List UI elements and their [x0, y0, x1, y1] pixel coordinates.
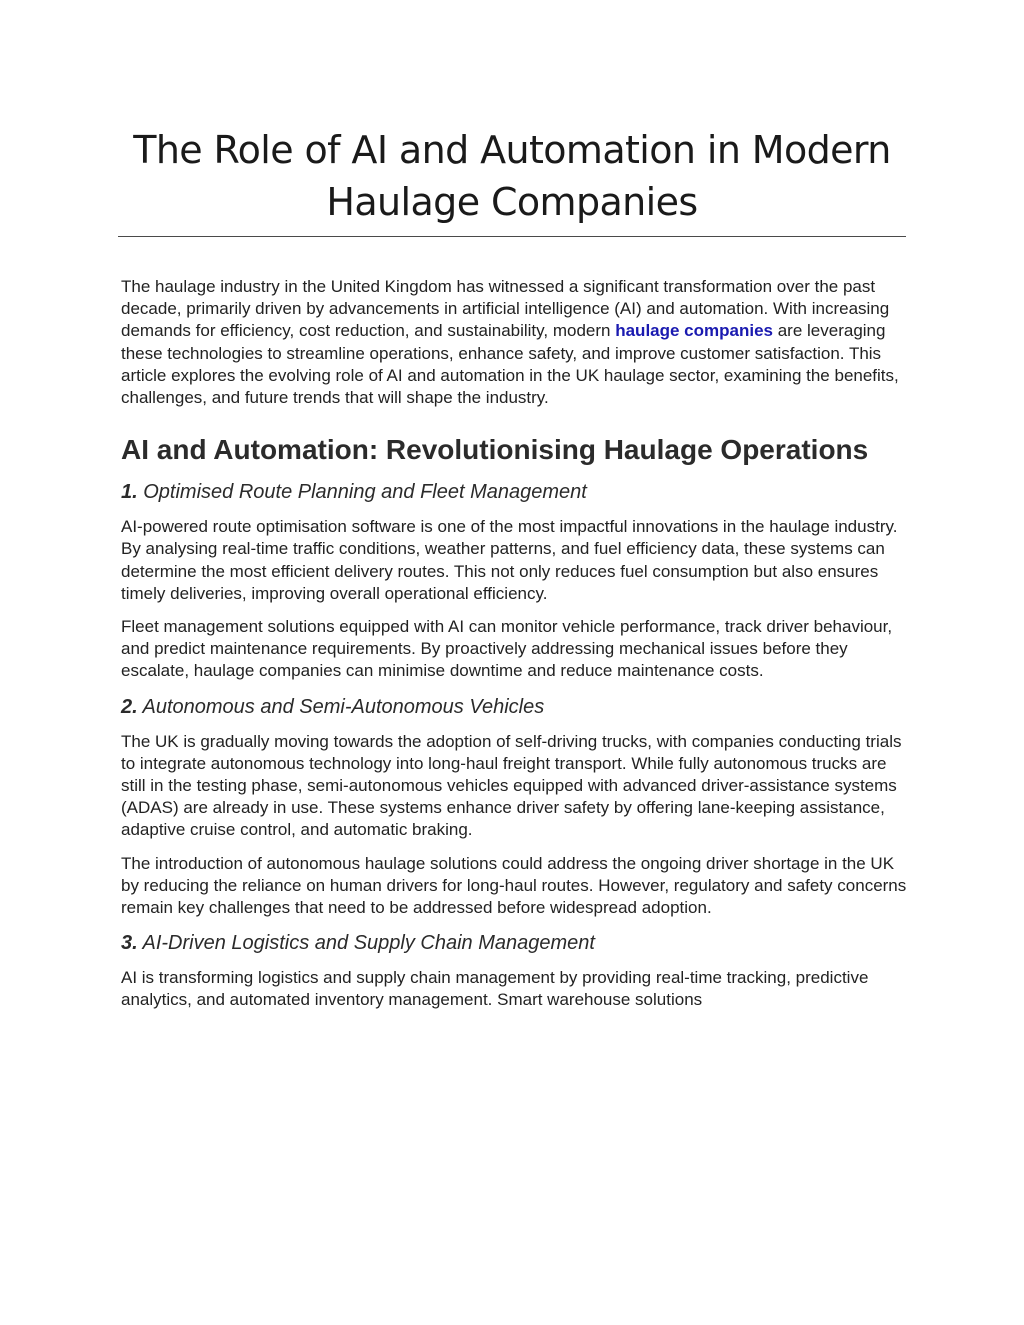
title-block: [118, 124, 906, 228]
intro-paragraph: [121, 276, 911, 409]
subsection-title-2: Autonomous and Semi-Autonomous Vehicles: [137, 695, 545, 718]
subsection-3-paragraph-1: AI is transforming logistics and supply chain management by providing real-time tracking, predictive analytics, and automated inventory management. Smart warehouse solutions: [121, 968, 869, 1010]
title-divider: [118, 236, 906, 237]
section-heading: AI and Automation: Revolutionising Haulage Operations: [121, 434, 869, 466]
subsection-number-2: 2.: [121, 695, 138, 718]
document-title-line-2: Haulage Companies: [326, 180, 698, 224]
subsection-1-paragraph-1: AI-powered route optimisation software is one of the most impactful innovations in the haulage industry. By analysing real-time traffic conditions, weather patterns, and fuel efficiency data, these systems can determine the most efficient delivery routes. This not only reduces fuel consumption but also ensures timely deliveries, improving overall operational efficiency.: [121, 517, 898, 603]
document-title-line-1: The Role of AI and Automation in Modern: [133, 128, 891, 172]
document-title: [118, 124, 906, 228]
intro-text-after-link: are leveraging these technologies to streamline operations, enhance safety, and improve customer satisfaction. This article explores the evolving role of AI and automation in the UK haulage sector, examining the benefits, challenges, and future trends that will shape the industry.: [121, 321, 899, 408]
subsection-1-paragraph-2: Fleet management solutions equipped with AI can monitor vehicle performance, track driver behaviour, and predict maintenance requirements. By proactively addressing mechanical issues before they escalate, haulage companies can minimise downtime and reduce maintenance costs.: [121, 617, 893, 681]
subsection-heading-3: [121, 930, 911, 956]
haulage-companies-link[interactable]: haulage companies: [615, 321, 773, 341]
subsection-title-1: Optimised Route Planning and Fleet Management: [137, 481, 587, 504]
subsection-number-1: 1.: [121, 481, 138, 504]
intro-text-before-link: The haulage industry in the United Kingdom has witnessed a significant transformation over the past decade, primarily driven by advancements in artificial intelligence (AI) and automation. With increasing demands for efficiency, cost reduction, and sustainability, modern: [121, 277, 890, 341]
subsection-2-paragraph-2: The introduction of autonomous haulage solutions could address the ongoing driver shortage in the UK by reducing the reliance on human drivers for long-haul routes. However, regulatory and safety concerns remain key challenges that need to be addressed before widespread adoption.: [121, 853, 907, 918]
subsection-heading-1: [121, 479, 911, 505]
subsection-title-3: AI-Driven Logistics and Supply Chain Management: [137, 932, 595, 955]
subsection-number-3: 3.: [121, 932, 138, 955]
subsection-heading-2: [121, 694, 911, 720]
article-body: [121, 276, 911, 1023]
subsection-2-paragraph-1: The UK is gradually moving towards the adoption of self-driving trucks, with companies conducting trials to integrate autonomous technology into long-haul freight transport. While fully autonomous trucks are still in the testing phase, semi-autonomous vehicles equipped with advanced driver-assistance systems (ADAS) are already in use. These systems enhance driver safety by offering lane-keeping assistance, adaptive cruise control, and automatic braking.: [121, 731, 902, 840]
